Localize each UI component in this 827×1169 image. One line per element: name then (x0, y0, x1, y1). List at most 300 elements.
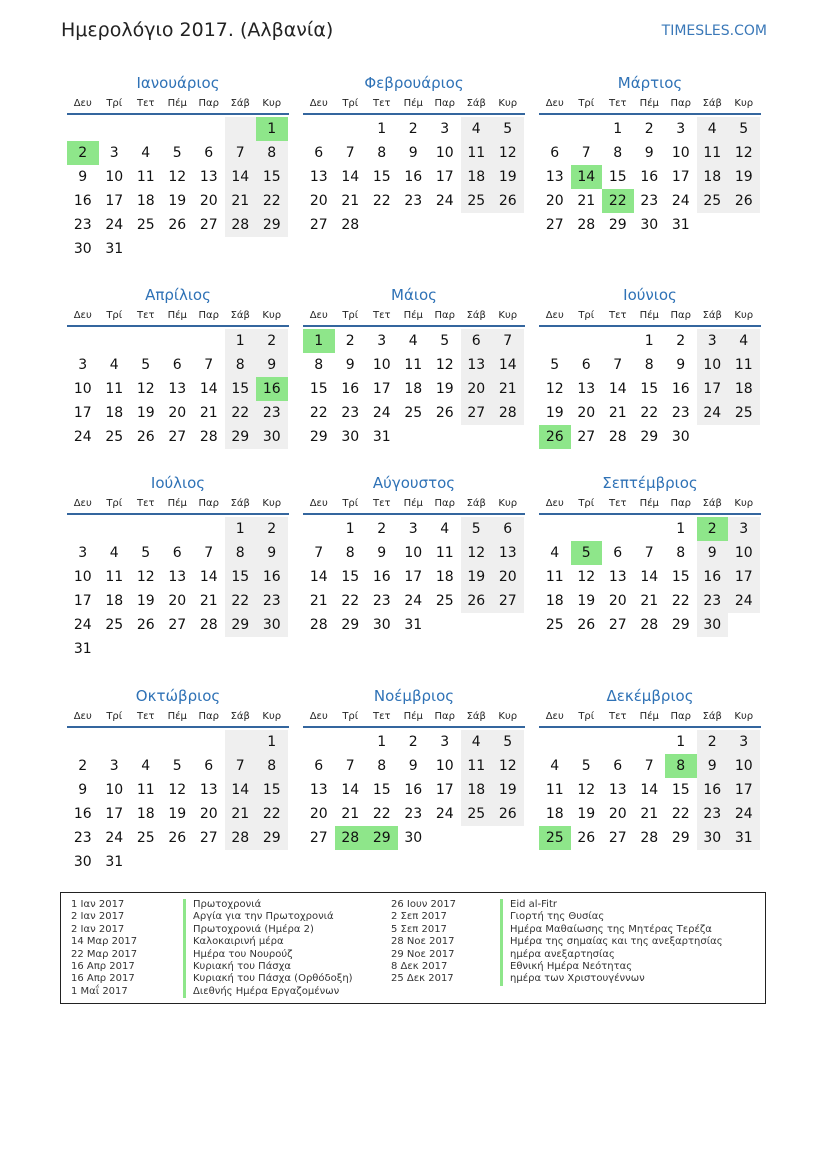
day-cell: 18 (728, 377, 760, 401)
weekday-label: Σάβ (466, 98, 486, 109)
legend-date: 28 Νοε 2017 (391, 936, 455, 948)
day-cell: 10 (728, 541, 760, 565)
day-cell: 18 (136, 193, 155, 209)
empty-day-cell (99, 517, 131, 541)
day-cell: 12 (461, 541, 493, 565)
day-cell: 25 (136, 830, 155, 846)
empty-day-cell (99, 329, 131, 353)
day-cell: 29 (366, 826, 398, 850)
legend-date: 22 Μαρ 2017 (71, 948, 138, 960)
day-cell: 10 (73, 381, 92, 397)
weekday-label: Σάβ (466, 711, 486, 722)
day-cell: 7 (345, 145, 355, 161)
day-cell: 16 (671, 381, 690, 397)
weekday-header (539, 708, 761, 728)
month-calendar (303, 685, 525, 850)
weekday-label: Σάβ (230, 98, 250, 109)
weekday-label: Τρί (106, 310, 123, 321)
empty-day-cell (193, 730, 225, 754)
weekday-label: Κυρ (262, 711, 282, 722)
day-cell: 1 (676, 521, 686, 537)
day-cell: 8 (676, 545, 686, 561)
day-cell: 12 (435, 357, 454, 373)
day-cell: 7 (204, 545, 214, 561)
weekday-label: Σάβ (702, 498, 722, 509)
day-cell: 22 (225, 589, 257, 613)
day-cell: 16 (697, 778, 729, 802)
legend-date: 2 Ιαν 2017 (71, 923, 125, 935)
weekday-header (67, 495, 289, 515)
day-cell: 9 (408, 758, 418, 774)
day-cell: 29 (640, 429, 659, 445)
day-cell: 3 (728, 517, 760, 541)
legend-holiday-name: Εθνική Ημέρα Νεότητας (500, 961, 723, 973)
weekday-label: Παρ (670, 310, 691, 321)
day-cell: 18 (105, 405, 124, 421)
day-cell: 16 (341, 381, 360, 397)
day-cell: 29 (671, 617, 690, 633)
day-cell: 22 (256, 189, 288, 213)
day-cell: 23 (671, 405, 690, 421)
day-cell: 5 (172, 145, 182, 161)
day-cell: 30 (404, 830, 423, 846)
day-cell: 3 (440, 734, 450, 750)
day-cell: 31 (671, 217, 690, 233)
day-cell: 11 (697, 141, 729, 165)
day-cell: 6 (204, 758, 214, 774)
empty-day-cell (539, 329, 571, 353)
empty-day-cell (130, 730, 162, 754)
days-grid (67, 517, 289, 661)
empty-day-cell (539, 117, 571, 141)
day-cell: 24 (404, 593, 423, 609)
day-cell: 22 (671, 593, 690, 609)
day-cell: 19 (461, 565, 493, 589)
day-cell: 18 (136, 806, 155, 822)
day-cell: 12 (545, 381, 564, 397)
day-cell: 6 (581, 357, 591, 373)
day-cell: 19 (168, 806, 187, 822)
weekday-label: Κυρ (498, 98, 518, 109)
site-link[interactable]: TIMESLES.COM (661, 23, 767, 39)
day-cell: 4 (109, 545, 119, 561)
weekday-label: Πέμ (639, 498, 659, 509)
day-cell: 13 (199, 782, 218, 798)
day-cell: 12 (577, 569, 596, 585)
empty-day-cell (335, 730, 367, 754)
weekday-label: Τετ (136, 711, 155, 722)
day-cell: 22 (372, 193, 391, 209)
day-cell: 18 (545, 593, 564, 609)
weekday-header (303, 307, 525, 327)
day-cell: 31 (105, 241, 124, 257)
legend-holiday-name: Καλοκαιρινή μέρα (183, 936, 353, 948)
day-cell: 13 (608, 782, 627, 798)
day-cell: 2 (256, 517, 288, 541)
weekday-label: Κυρ (498, 711, 518, 722)
day-cell: 16 (404, 782, 423, 798)
day-cell: 17 (671, 169, 690, 185)
day-cell: 1 (345, 521, 355, 537)
day-cell: 3 (697, 329, 729, 353)
day-cell: 20 (168, 593, 187, 609)
weekday-label: Τρί (342, 498, 359, 509)
day-cell: 23 (697, 589, 729, 613)
empty-day-cell (602, 730, 634, 754)
day-cell: 17 (435, 169, 454, 185)
day-cell: 17 (435, 782, 454, 798)
holiday-legend (60, 892, 766, 1004)
day-cell: 6 (492, 517, 524, 541)
day-cell: 21 (608, 405, 627, 421)
day-cell: 11 (545, 569, 564, 585)
weekday-label: Δευ (309, 98, 328, 109)
day-cell: 21 (640, 593, 659, 609)
day-cell: 27 (492, 589, 524, 613)
day-cell: 18 (105, 593, 124, 609)
day-cell: 6 (204, 145, 214, 161)
month-name: Φεβρουάριος (364, 74, 464, 92)
day-cell: 17 (105, 806, 124, 822)
day-cell: 14 (341, 782, 360, 798)
month-name: Αύγουστος (372, 474, 456, 492)
weekday-label: Κυρ (262, 498, 282, 509)
weekday-label: Παρ (198, 98, 219, 109)
weekday-label: Παρ (670, 711, 691, 722)
day-cell: 10 (73, 569, 92, 585)
day-cell: 27 (309, 830, 328, 846)
day-cell: 3 (377, 333, 387, 349)
day-cell: 1 (225, 329, 257, 353)
day-cell: 19 (728, 165, 760, 189)
weekday-label: Κυρ (734, 498, 754, 509)
day-cell: 30 (73, 241, 92, 257)
weekday-label: Σάβ (466, 498, 486, 509)
day-cell: 14 (225, 165, 257, 189)
day-cell: 26 (461, 589, 493, 613)
day-cell: 28 (341, 217, 360, 233)
day-cell: 28 (492, 401, 524, 425)
weekday-label: Παρ (434, 98, 455, 109)
weekday-label: Δευ (545, 98, 564, 109)
empty-day-cell (539, 730, 571, 754)
legend-left-dates (71, 899, 137, 998)
empty-day-cell (571, 517, 603, 541)
day-cell: 4 (697, 117, 729, 141)
month-name: Οκτώβριος (135, 687, 221, 705)
day-cell: 23 (640, 193, 659, 209)
day-cell: 7 (345, 758, 355, 774)
day-cell: 25 (105, 617, 124, 633)
day-cell: 29 (671, 830, 690, 846)
day-cell: 21 (341, 193, 360, 209)
empty-day-cell (99, 117, 131, 141)
day-cell: 2 (644, 121, 654, 137)
day-cell: 12 (168, 169, 187, 185)
day-cell: 7 (581, 145, 591, 161)
day-cell: 22 (602, 189, 634, 213)
day-cell: 23 (404, 806, 423, 822)
days-grid (67, 730, 289, 874)
days-grid (539, 517, 761, 637)
day-cell: 25 (539, 826, 571, 850)
day-cell: 16 (256, 565, 288, 589)
day-cell: 20 (608, 593, 627, 609)
day-cell: 5 (728, 117, 760, 141)
day-cell: 24 (372, 405, 391, 421)
day-cell: 11 (105, 381, 124, 397)
day-cell: 2 (67, 141, 99, 165)
day-cell: 25 (461, 189, 493, 213)
month-calendar (67, 685, 289, 874)
day-cell: 8 (225, 541, 257, 565)
empty-day-cell (130, 117, 162, 141)
day-cell: 16 (404, 169, 423, 185)
day-cell: 2 (408, 734, 418, 750)
legend-date: 16 Απρ 2017 (71, 960, 135, 972)
day-cell: 8 (256, 141, 288, 165)
weekday-header (539, 307, 761, 327)
day-cell: 2 (256, 329, 288, 353)
legend-date: 2 Ιαν 2017 (71, 911, 125, 923)
weekday-label: Τετ (608, 98, 627, 109)
empty-day-cell (602, 329, 634, 353)
day-cell: 24 (697, 401, 729, 425)
month-name: Νοέμβριος (373, 687, 455, 705)
day-cell: 13 (608, 569, 627, 585)
weekday-label: Παρ (670, 498, 691, 509)
day-cell: 1 (225, 517, 257, 541)
day-cell: 9 (78, 169, 88, 185)
day-cell: 15 (309, 381, 328, 397)
empty-day-cell (193, 329, 225, 353)
weekday-label: Τετ (372, 711, 391, 722)
legend-date: 14 Μαρ 2017 (71, 936, 138, 948)
day-cell: 26 (168, 217, 187, 233)
day-cell: 19 (136, 405, 155, 421)
empty-day-cell (162, 517, 194, 541)
weekday-label: Πέμ (403, 711, 423, 722)
day-cell: 7 (314, 545, 324, 561)
day-cell: 13 (168, 381, 187, 397)
day-cell: 27 (461, 401, 493, 425)
day-cell: 23 (256, 589, 288, 613)
day-cell: 20 (199, 193, 218, 209)
day-cell: 24 (73, 617, 92, 633)
month-name: Μάρτιος (617, 74, 683, 92)
day-cell: 24 (671, 193, 690, 209)
day-cell: 8 (225, 353, 257, 377)
weekday-label: Σάβ (702, 711, 722, 722)
day-cell: 11 (105, 569, 124, 585)
day-cell: 8 (377, 758, 387, 774)
day-cell: 22 (640, 405, 659, 421)
month-calendar (67, 284, 289, 449)
day-cell: 18 (461, 165, 493, 189)
day-cell: 10 (105, 169, 124, 185)
weekday-label: Κυρ (734, 310, 754, 321)
day-cell: 28 (225, 213, 257, 237)
days-grid (303, 517, 525, 637)
day-cell: 25 (728, 401, 760, 425)
day-cell: 1 (256, 117, 288, 141)
day-cell: 19 (435, 381, 454, 397)
weekday-label: Σάβ (702, 310, 722, 321)
day-cell: 27 (545, 217, 564, 233)
day-cell: 13 (545, 169, 564, 185)
days-grid (303, 329, 525, 449)
day-cell: 9 (676, 357, 686, 373)
day-cell: 13 (492, 541, 524, 565)
day-cell: 31 (105, 854, 124, 870)
day-cell: 17 (372, 381, 391, 397)
day-cell: 26 (435, 405, 454, 421)
day-cell: 2 (78, 758, 88, 774)
day-cell: 28 (640, 830, 659, 846)
weekday-label: Τρί (342, 310, 359, 321)
empty-day-cell (335, 117, 367, 141)
legend-holiday-name: Κυριακή του Πάσχα (Ορθόδοξη) (183, 973, 353, 985)
day-cell: 9 (408, 145, 418, 161)
day-cell: 19 (545, 405, 564, 421)
month-name: Δεκέμβριος (606, 687, 694, 705)
day-cell: 20 (309, 806, 328, 822)
day-cell: 1 (377, 121, 387, 137)
day-cell: 9 (256, 353, 288, 377)
weekday-label: Τετ (136, 310, 155, 321)
day-cell: 1 (613, 121, 623, 137)
day-cell: 20 (492, 565, 524, 589)
days-grid (539, 329, 761, 449)
day-cell: 21 (225, 802, 257, 826)
day-cell: 29 (341, 617, 360, 633)
day-cell: 7 (644, 545, 654, 561)
day-cell: 28 (225, 826, 257, 850)
day-cell: 18 (461, 778, 493, 802)
weekday-label: Κυρ (498, 310, 518, 321)
weekday-label: Τρί (342, 98, 359, 109)
empty-day-cell (634, 517, 666, 541)
weekday-header (303, 95, 525, 115)
day-cell: 14 (640, 569, 659, 585)
day-cell: 23 (73, 217, 92, 233)
month-calendar (67, 472, 289, 661)
weekday-label: Σάβ (230, 498, 250, 509)
day-cell: 14 (199, 381, 218, 397)
day-cell: 15 (640, 381, 659, 397)
weekday-label: Τρί (578, 310, 595, 321)
weekday-label: Δευ (545, 711, 564, 722)
empty-day-cell (67, 730, 99, 754)
day-cell: 26 (539, 425, 571, 449)
empty-day-cell (162, 117, 194, 141)
day-cell: 19 (577, 806, 596, 822)
weekday-label: Δευ (73, 310, 92, 321)
legend-date: 1 Ιαν 2017 (71, 899, 125, 910)
weekday-label: Τρί (342, 711, 359, 722)
weekday-label: Παρ (434, 711, 455, 722)
weekday-label: Δευ (309, 711, 328, 722)
day-cell: 23 (372, 593, 391, 609)
empty-day-cell (539, 517, 571, 541)
day-cell: 7 (492, 329, 524, 353)
day-cell: 13 (461, 353, 493, 377)
day-cell: 8 (644, 357, 654, 373)
weekday-label: Παρ (434, 498, 455, 509)
day-cell: 28 (199, 617, 218, 633)
day-cell: 17 (728, 565, 760, 589)
day-cell: 25 (404, 405, 423, 421)
weekday-label: Τρί (106, 98, 123, 109)
weekday-label: Τρί (106, 711, 123, 722)
legend-date: 2 Σεπ 2017 (391, 911, 447, 923)
day-cell: 24 (728, 589, 760, 613)
empty-day-cell (67, 117, 99, 141)
empty-day-cell (225, 730, 257, 754)
weekday-label: Πέμ (403, 310, 423, 321)
day-cell: 2 (697, 517, 729, 541)
weekday-header (539, 95, 761, 115)
day-cell: 30 (697, 826, 729, 850)
day-cell: 5 (550, 357, 560, 373)
day-cell: 30 (256, 613, 288, 637)
day-cell: 27 (608, 830, 627, 846)
day-cell: 15 (341, 569, 360, 585)
empty-day-cell (634, 730, 666, 754)
weekday-header (67, 307, 289, 327)
day-cell: 29 (309, 429, 328, 445)
weekday-label: Τετ (608, 498, 627, 509)
weekday-label: Τρί (578, 498, 595, 509)
legend-date: 26 Ιουν 2017 (391, 899, 456, 910)
day-cell: 8 (314, 357, 324, 373)
day-cell: 5 (440, 333, 450, 349)
day-cell: 3 (440, 121, 450, 137)
day-cell: 30 (372, 617, 391, 633)
weekday-header (303, 495, 525, 515)
days-grid (303, 117, 525, 237)
day-cell: 20 (545, 193, 564, 209)
day-cell: 12 (136, 569, 155, 585)
day-cell: 26 (492, 189, 524, 213)
day-cell: 5 (461, 517, 493, 541)
weekday-label: Τετ (372, 498, 391, 509)
month-name: Μάιος (391, 286, 437, 304)
day-cell: 4 (550, 758, 560, 774)
day-cell: 1 (644, 333, 654, 349)
day-cell: 8 (345, 545, 355, 561)
month-calendar (539, 284, 761, 449)
month-calendar (303, 284, 525, 449)
legend-right-names (500, 899, 723, 986)
day-cell: 17 (404, 569, 423, 585)
day-cell: 15 (256, 778, 288, 802)
day-cell: 15 (372, 169, 391, 185)
day-cell: 31 (728, 826, 760, 850)
empty-day-cell (130, 517, 162, 541)
day-cell: 26 (168, 830, 187, 846)
day-cell: 2 (408, 121, 418, 137)
day-cell: 17 (73, 593, 92, 609)
day-cell: 22 (309, 405, 328, 421)
day-cell: 27 (309, 217, 328, 233)
day-cell: 17 (73, 405, 92, 421)
day-cell: 5 (172, 758, 182, 774)
weekday-label: Πέμ (403, 98, 423, 109)
day-cell: 26 (728, 189, 760, 213)
day-cell: 11 (136, 169, 155, 185)
page-title: Ημερολόγιο 2017. (Αλβανία) (61, 19, 334, 41)
